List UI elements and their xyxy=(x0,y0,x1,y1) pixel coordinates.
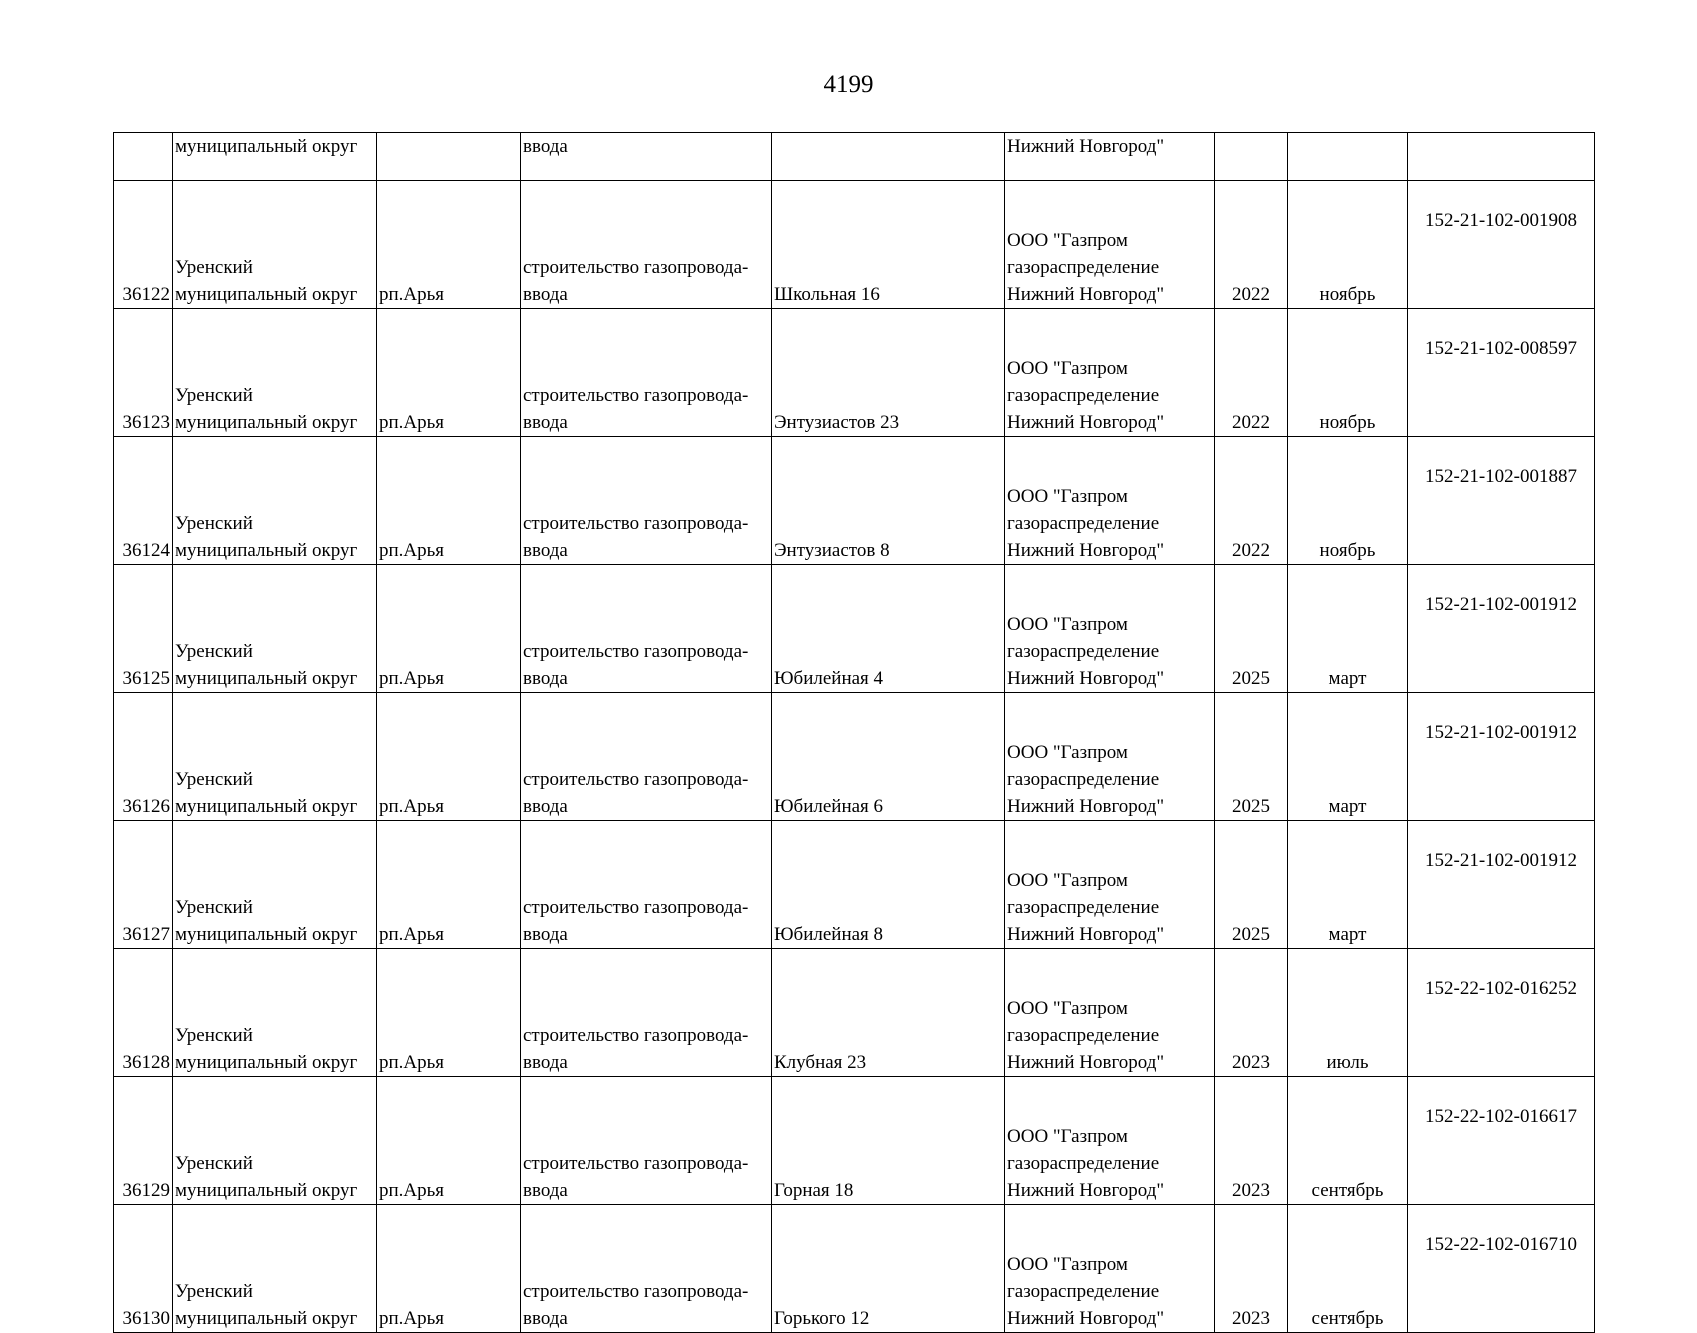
cell-organization-line: Нижний Новгород" xyxy=(1007,412,1165,433)
table-row xyxy=(114,949,1595,1077)
cell-district xyxy=(173,565,377,693)
cell-district xyxy=(173,821,377,949)
cell-work-type-line: строительство газопровода- xyxy=(523,1153,749,1174)
cell-code xyxy=(1408,565,1595,693)
cell-number xyxy=(114,133,173,181)
cell-number xyxy=(114,1077,173,1205)
cell-number-line: 36130 xyxy=(122,1308,170,1329)
cell-settlement xyxy=(377,693,521,821)
cell-number-line: 36128 xyxy=(122,1052,170,1073)
cell-work-type-line: строительство газопровода- xyxy=(523,641,749,662)
registry-table xyxy=(113,132,1595,1333)
cell-organization-line: газораспределение xyxy=(1007,513,1160,534)
cell-organization-line: Нижний Новгород" xyxy=(1007,540,1165,561)
table-row xyxy=(114,821,1595,949)
cell-organization xyxy=(1005,181,1215,309)
cell-month-line: март xyxy=(1328,796,1367,817)
cell-month xyxy=(1288,133,1408,181)
table-row xyxy=(114,1077,1595,1205)
cell-work-type-line: ввода xyxy=(523,540,568,561)
cell-year xyxy=(1215,133,1288,181)
cell-address-line: Юбилейная 6 xyxy=(774,796,884,817)
cell-organization-line: газораспределение xyxy=(1007,641,1160,662)
cell-district-line: муниципальный округ xyxy=(175,668,358,689)
cell-code xyxy=(1408,133,1595,181)
cell-code xyxy=(1408,949,1595,1077)
cell-organization-line: ООО "Газпром xyxy=(1007,742,1128,763)
cell-work-type-line: строительство газопровода- xyxy=(523,385,749,406)
cell-district: муниципальный округ xyxy=(173,133,377,181)
cell-address xyxy=(772,437,1005,565)
cell-district-line: муниципальный округ xyxy=(175,284,358,305)
page-number: 4199 xyxy=(823,71,874,98)
cell-organization-line: газораспределение xyxy=(1007,1281,1160,1302)
cell-code-line: 152-22-102-016617 xyxy=(1425,1106,1577,1127)
cell-district-line: муниципальный округ xyxy=(175,796,358,817)
cell-district-line: Уренский xyxy=(175,1281,253,1302)
cell-organization-line: Нижний Новгород" xyxy=(1007,796,1165,817)
cell-settlement-line: рп.Арья xyxy=(379,284,445,305)
cell-work-type-line: строительство газопровода- xyxy=(523,769,749,790)
cell-work-type-line: строительство газопровода- xyxy=(523,897,749,918)
cell-district-line: Уренский xyxy=(175,1153,253,1174)
cell-work-type xyxy=(521,693,772,821)
cell-settlement xyxy=(377,1077,521,1205)
cell-number xyxy=(114,437,173,565)
cell-work-type-line: ввода xyxy=(523,1180,568,1201)
cell-work-type-line: строительство газопровода- xyxy=(523,257,749,278)
cell-address xyxy=(772,309,1005,437)
cell-settlement xyxy=(377,821,521,949)
cell-number xyxy=(114,565,173,693)
cell-work-type-line: строительство газопровода- xyxy=(523,1281,749,1302)
cell-code-line: 152-21-102-001912 xyxy=(1425,594,1577,615)
cell-organization-line: ООО "Газпром xyxy=(1007,358,1128,379)
cell-month-line: март xyxy=(1328,924,1367,945)
cell-settlement-line: рп.Арья xyxy=(379,412,445,433)
cell-organization-line: Нижний Новгород" xyxy=(1007,1308,1165,1329)
cell-work-type xyxy=(521,565,772,693)
cell-year-line: 2022 xyxy=(1232,284,1270,305)
cell-address-line: Горького 12 xyxy=(774,1308,870,1329)
cell-district-line: Уренский xyxy=(175,769,253,790)
cell-district xyxy=(173,309,377,437)
cell-month-line: ноябрь xyxy=(1319,540,1376,561)
cell-work-type xyxy=(521,949,772,1077)
cell-work-type-line: строительство газопровода- xyxy=(523,513,749,534)
cell-work-type xyxy=(521,1205,772,1333)
cell-number-line: 36122 xyxy=(122,284,170,305)
cell-organization-line: Нижний Новгород" xyxy=(1007,1052,1165,1073)
table-row xyxy=(114,565,1595,693)
table-row xyxy=(114,181,1595,309)
cell-number xyxy=(114,821,173,949)
cell-code xyxy=(1408,1205,1595,1333)
cell-work-type xyxy=(521,1077,772,1205)
cell-district-line: Уренский xyxy=(175,257,253,278)
cell-district-line: муниципальный округ xyxy=(175,1180,358,1201)
cell-address xyxy=(772,949,1005,1077)
cell-work-type xyxy=(521,309,772,437)
cell-organization xyxy=(1005,1205,1215,1333)
cell-district-line: Уренский xyxy=(175,641,253,662)
cell-code xyxy=(1408,1077,1595,1205)
cell-district-line: Уренский xyxy=(175,385,253,406)
cell-year xyxy=(1215,821,1288,949)
cell-organization-line: Нижний Новгород" xyxy=(1007,924,1165,945)
cell-number-line: 36129 xyxy=(122,1180,170,1201)
cell-number-line: 36126 xyxy=(122,796,170,817)
cell-month-line: ноябрь xyxy=(1319,284,1376,305)
cell-year xyxy=(1215,565,1288,693)
cell-organization xyxy=(1005,309,1215,437)
table-body xyxy=(114,133,1595,1333)
cell-year xyxy=(1215,437,1288,565)
cell-month-line: июль xyxy=(1326,1052,1369,1073)
cell-code-line: 152-21-102-001887 xyxy=(1425,466,1577,487)
cell-district-line: муниципальный округ xyxy=(175,1052,358,1073)
cell-number-line: 36123 xyxy=(122,412,170,433)
cell-district-line: муниципальный округ xyxy=(175,1308,358,1329)
cell-organization xyxy=(1005,437,1215,565)
cell-year-line: 2023 xyxy=(1232,1308,1270,1329)
cell-district xyxy=(173,437,377,565)
cell-code xyxy=(1408,821,1595,949)
cell-organization-line: ООО "Газпром xyxy=(1007,614,1128,635)
cell-number-line: 36125 xyxy=(122,668,170,689)
cell-month xyxy=(1288,1205,1408,1333)
cell-work-type: ввода xyxy=(521,133,772,181)
cell-year-line: 2025 xyxy=(1232,796,1270,817)
cell-number xyxy=(114,1205,173,1333)
cell-work-type-line: строительство газопровода- xyxy=(523,1025,749,1046)
cell-settlement xyxy=(377,949,521,1077)
cell-year xyxy=(1215,1077,1288,1205)
cell-organization-line: ООО "Газпром xyxy=(1007,998,1128,1019)
cell-district-line: муниципальный округ xyxy=(175,924,358,945)
table-row xyxy=(114,693,1595,821)
table-row xyxy=(114,437,1595,565)
cell-work-type-line: ввода xyxy=(523,1052,568,1073)
cell-address-line: Энтузиастов 23 xyxy=(774,412,900,433)
cell-month xyxy=(1288,565,1408,693)
cell-number xyxy=(114,693,173,821)
cell-code xyxy=(1408,181,1595,309)
cell-organization-line: газораспределение xyxy=(1007,897,1160,918)
cell-work-type xyxy=(521,821,772,949)
cell-settlement-line: рп.Арья xyxy=(379,1180,445,1201)
cell-address xyxy=(772,181,1005,309)
cell-address-line: Энтузиастов 8 xyxy=(774,540,890,561)
cell-organization xyxy=(1005,821,1215,949)
cell-month xyxy=(1288,949,1408,1077)
cell-month xyxy=(1288,309,1408,437)
cell-organization-line: газораспределение xyxy=(1007,769,1160,790)
cell-month-line: ноябрь xyxy=(1319,412,1376,433)
cell-year xyxy=(1215,181,1288,309)
cell-month xyxy=(1288,693,1408,821)
cell-month xyxy=(1288,437,1408,565)
cell-organization-line: Нижний Новгород" xyxy=(1007,1180,1165,1201)
cell-year xyxy=(1215,949,1288,1077)
cell-code xyxy=(1408,693,1595,821)
cell-work-type-line: ввода xyxy=(523,796,568,817)
cell-organization-line: газораспределение xyxy=(1007,1153,1160,1174)
cell-work-type-line: ввода xyxy=(523,924,568,945)
cell-address-line: Юбилейная 8 xyxy=(774,924,884,945)
cell-code-line: 152-22-102-016252 xyxy=(1425,978,1577,999)
cell-year-line: 2022 xyxy=(1232,412,1270,433)
table-row-continuation xyxy=(114,133,1595,181)
cell-district xyxy=(173,693,377,821)
cell-work-type-line: ввода xyxy=(523,412,568,433)
cell-district-line: Уренский xyxy=(175,513,253,534)
cell-organization-line: Нижний Новгород" xyxy=(1007,284,1165,305)
cell-address xyxy=(772,693,1005,821)
cell-district xyxy=(173,181,377,309)
cell-month-line: сентябрь xyxy=(1311,1308,1384,1329)
cell-settlement-line: рп.Арья xyxy=(379,1052,445,1073)
cell-month xyxy=(1288,1077,1408,1205)
cell-year xyxy=(1215,309,1288,437)
cell-address xyxy=(772,1205,1005,1333)
cell-organization-line: ООО "Газпром xyxy=(1007,486,1128,507)
cell-year-line: 2022 xyxy=(1232,540,1270,561)
cell-settlement xyxy=(377,1205,521,1333)
cell-organization-line: ООО "Газпром xyxy=(1007,1254,1128,1275)
cell-month xyxy=(1288,821,1408,949)
cell-organization xyxy=(1005,1077,1215,1205)
cell-work-type-line: ввода xyxy=(523,284,568,305)
cell-settlement-line: рп.Арья xyxy=(379,796,445,817)
cell-code-line: 152-21-102-001908 xyxy=(1425,210,1577,231)
cell-address xyxy=(772,821,1005,949)
cell-settlement xyxy=(377,133,521,181)
table-row xyxy=(114,1205,1595,1333)
cell-address xyxy=(772,565,1005,693)
cell-work-type xyxy=(521,437,772,565)
cell-district-line: Уренский xyxy=(175,1025,253,1046)
cell-district-line: Уренский xyxy=(175,897,253,918)
cell-address xyxy=(772,133,1005,181)
cell-work-type-line: ввода xyxy=(523,668,568,689)
cell-organization: Нижний Новгород" xyxy=(1005,133,1215,181)
cell-organization xyxy=(1005,949,1215,1077)
cell-organization-line: ООО "Газпром xyxy=(1007,230,1128,251)
cell-address-line: Юбилейная 4 xyxy=(774,668,884,689)
cell-organization xyxy=(1005,565,1215,693)
cell-year-line: 2025 xyxy=(1232,668,1270,689)
cell-year-line: 2023 xyxy=(1232,1052,1270,1073)
cell-district xyxy=(173,1205,377,1333)
cell-year xyxy=(1215,693,1288,821)
cell-settlement xyxy=(377,437,521,565)
cell-work-type-line: ввода xyxy=(523,1308,568,1329)
cell-organization-line: ООО "Газпром xyxy=(1007,870,1128,891)
cell-month xyxy=(1288,181,1408,309)
cell-number xyxy=(114,949,173,1077)
cell-settlement-line: рп.Арья xyxy=(379,1308,445,1329)
cell-organization xyxy=(1005,693,1215,821)
cell-year-line: 2025 xyxy=(1232,924,1270,945)
table-row xyxy=(114,309,1595,437)
cell-code-line: 152-21-102-001912 xyxy=(1425,850,1577,871)
cell-district-line: муниципальный округ xyxy=(175,412,358,433)
cell-address xyxy=(772,1077,1005,1205)
cell-number xyxy=(114,181,173,309)
cell-code-line: 152-22-102-016710 xyxy=(1425,1234,1577,1255)
cell-district-line: муниципальный округ xyxy=(175,540,358,561)
cell-settlement xyxy=(377,309,521,437)
cell-organization-line: газораспределение xyxy=(1007,1025,1160,1046)
cell-month-line: сентябрь xyxy=(1311,1180,1384,1201)
cell-month-line: март xyxy=(1328,668,1367,689)
cell-address-line: Горная 18 xyxy=(774,1180,854,1201)
cell-settlement xyxy=(377,565,521,693)
cell-organization-line: ООО "Газпром xyxy=(1007,1126,1128,1147)
cell-address-line: Школьная 16 xyxy=(774,284,880,305)
cell-settlement-line: рп.Арья xyxy=(379,540,445,561)
cell-district xyxy=(173,1077,377,1205)
cell-address-line: Клубная 23 xyxy=(774,1052,867,1073)
cell-number-line: 36124 xyxy=(122,540,170,561)
cell-organization-line: Нижний Новгород" xyxy=(1007,668,1165,689)
cell-settlement-line: рп.Арья xyxy=(379,924,445,945)
cell-year xyxy=(1215,1205,1288,1333)
cell-year-line: 2023 xyxy=(1232,1180,1270,1201)
cell-work-type xyxy=(521,181,772,309)
cell-number xyxy=(114,309,173,437)
cell-number-line: 36127 xyxy=(122,924,170,945)
cell-district xyxy=(173,949,377,1077)
cell-settlement xyxy=(377,181,521,309)
cell-code xyxy=(1408,309,1595,437)
cell-organization-line: газораспределение xyxy=(1007,385,1160,406)
cell-code xyxy=(1408,437,1595,565)
cell-settlement-line: рп.Арья xyxy=(379,668,445,689)
cell-organization-line: газораспределение xyxy=(1007,257,1160,278)
cell-code-line: 152-21-102-001912 xyxy=(1425,722,1577,743)
cell-code-line: 152-21-102-008597 xyxy=(1425,338,1577,359)
